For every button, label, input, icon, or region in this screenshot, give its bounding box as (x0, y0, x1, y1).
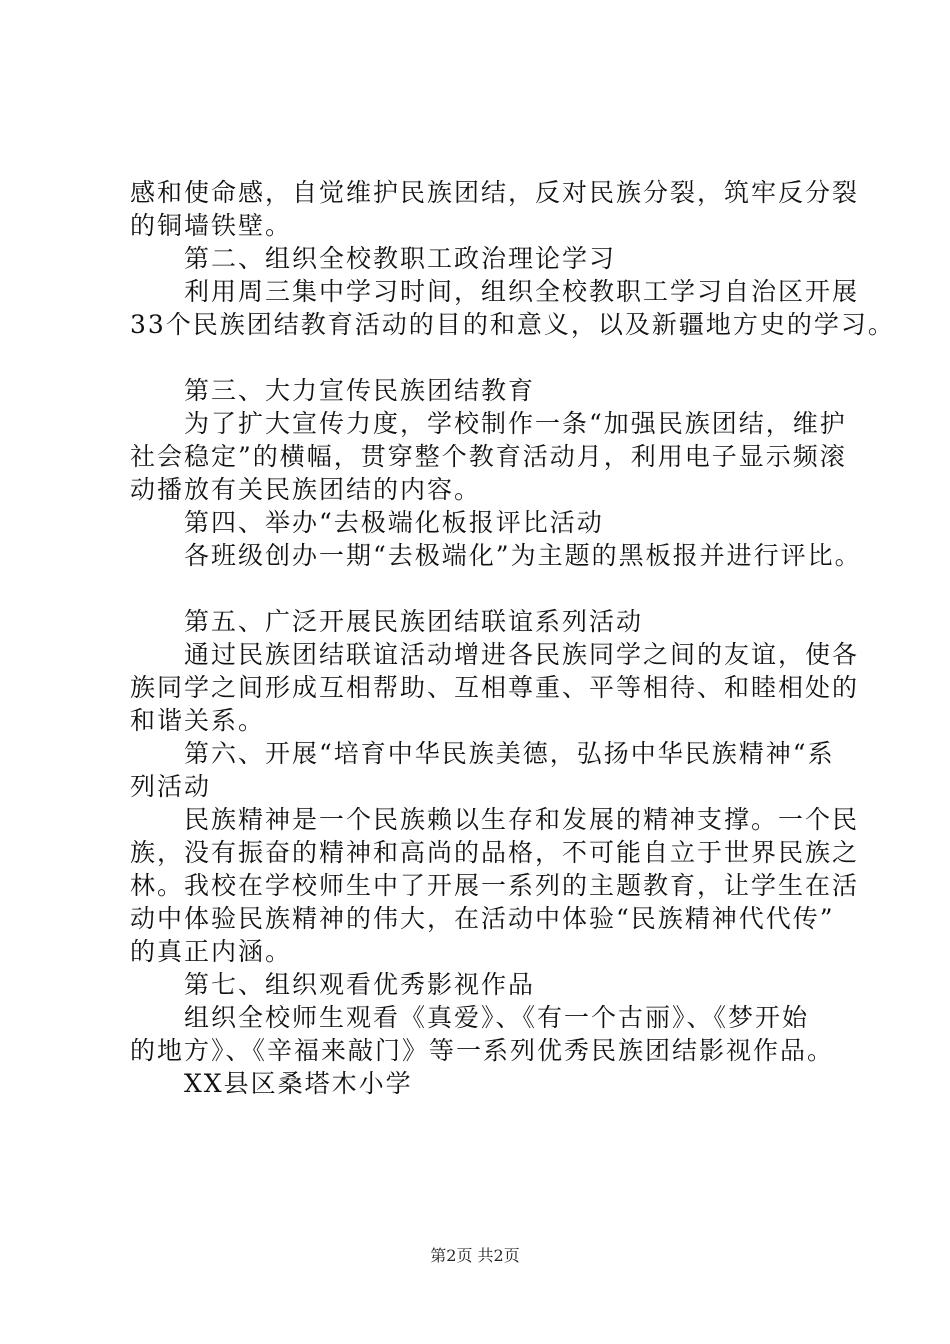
body-line: 动播放有关民族团结的内容。 (130, 475, 482, 504)
section-heading: 第四、举办“去极端化板报评比活动 (130, 508, 604, 537)
body-line: 感和使命感，自觉维护民族团结，反对民族分裂，筑牢反分裂 (130, 178, 860, 207)
section-heading: 第二、组织全校教职工政治理论学习 (130, 244, 617, 273)
body-line: 为了扩大宣传力度，学校制作一条“加强民族团结，维护 (130, 409, 847, 438)
body-line: 族，没有振奋的精神和高尚的品格，不可能自立于世界民族之 (130, 838, 860, 867)
body-line: 通过民族团结联谊活动增进各民族同学之间的友谊，使各 (130, 640, 860, 669)
body-line: 的真正内涵。 (130, 937, 293, 966)
body-line: 族同学之间形成互相帮助、互相尊重、平等相待、和睦相处的 (130, 673, 860, 702)
body-line: 的地方》、《辛福来敲门》等一系列优秀民族团结影视作品。 (130, 1036, 835, 1065)
body-line: 动中体验民族精神的伟大，在活动中体验“民族精神代代传” (130, 904, 835, 933)
body-line: 的铜墙铁壁。 (130, 211, 293, 240)
section-heading: 第五、广泛开展民族团结联谊系列活动 (130, 607, 644, 636)
section-heading: 列活动 (130, 772, 212, 801)
body-line: 33个民族团结教育活动的目的和意义，以及新疆地方史的学习。 (130, 310, 895, 339)
body-line: 林。我校在学校师生中了开展一系列的主题教育，让学生在活 (130, 871, 860, 900)
section-heading: 第七、组织观看优秀影视作品 (130, 970, 536, 999)
blank-line (130, 341, 850, 374)
blank-line (130, 572, 850, 605)
section-heading: 第六、开展“培育中华民族美德，弘扬中华民族精神“系 (130, 739, 835, 768)
body-line: 组织全校师生观看《真爱》、《有一个古丽》、《梦开始 (130, 1003, 810, 1032)
body-line: 利用周三集中学习时间，组织全校教职工学习自治区开展 (130, 277, 860, 306)
body-line: 社会稳定”的横幅，贯穿整个教育活动月，利用电子显示频滚 (130, 442, 847, 471)
body-line: 和谐关系。 (130, 706, 266, 735)
body-line: 各班级创办一期“去极端化”为主题的黑板报并进行评比。 (130, 541, 862, 570)
page-number-footer: 第2页 共2页 (430, 1246, 520, 1265)
signature-line: XX县区桑塔木小学 (130, 1069, 413, 1098)
document-body (130, 176, 895, 1100)
body-line: 民族精神是一个民族赖以生存和发展的精神支撑。一个民 (130, 805, 860, 834)
section-heading: 第三、大力宣传民族团结教育 (130, 376, 536, 405)
